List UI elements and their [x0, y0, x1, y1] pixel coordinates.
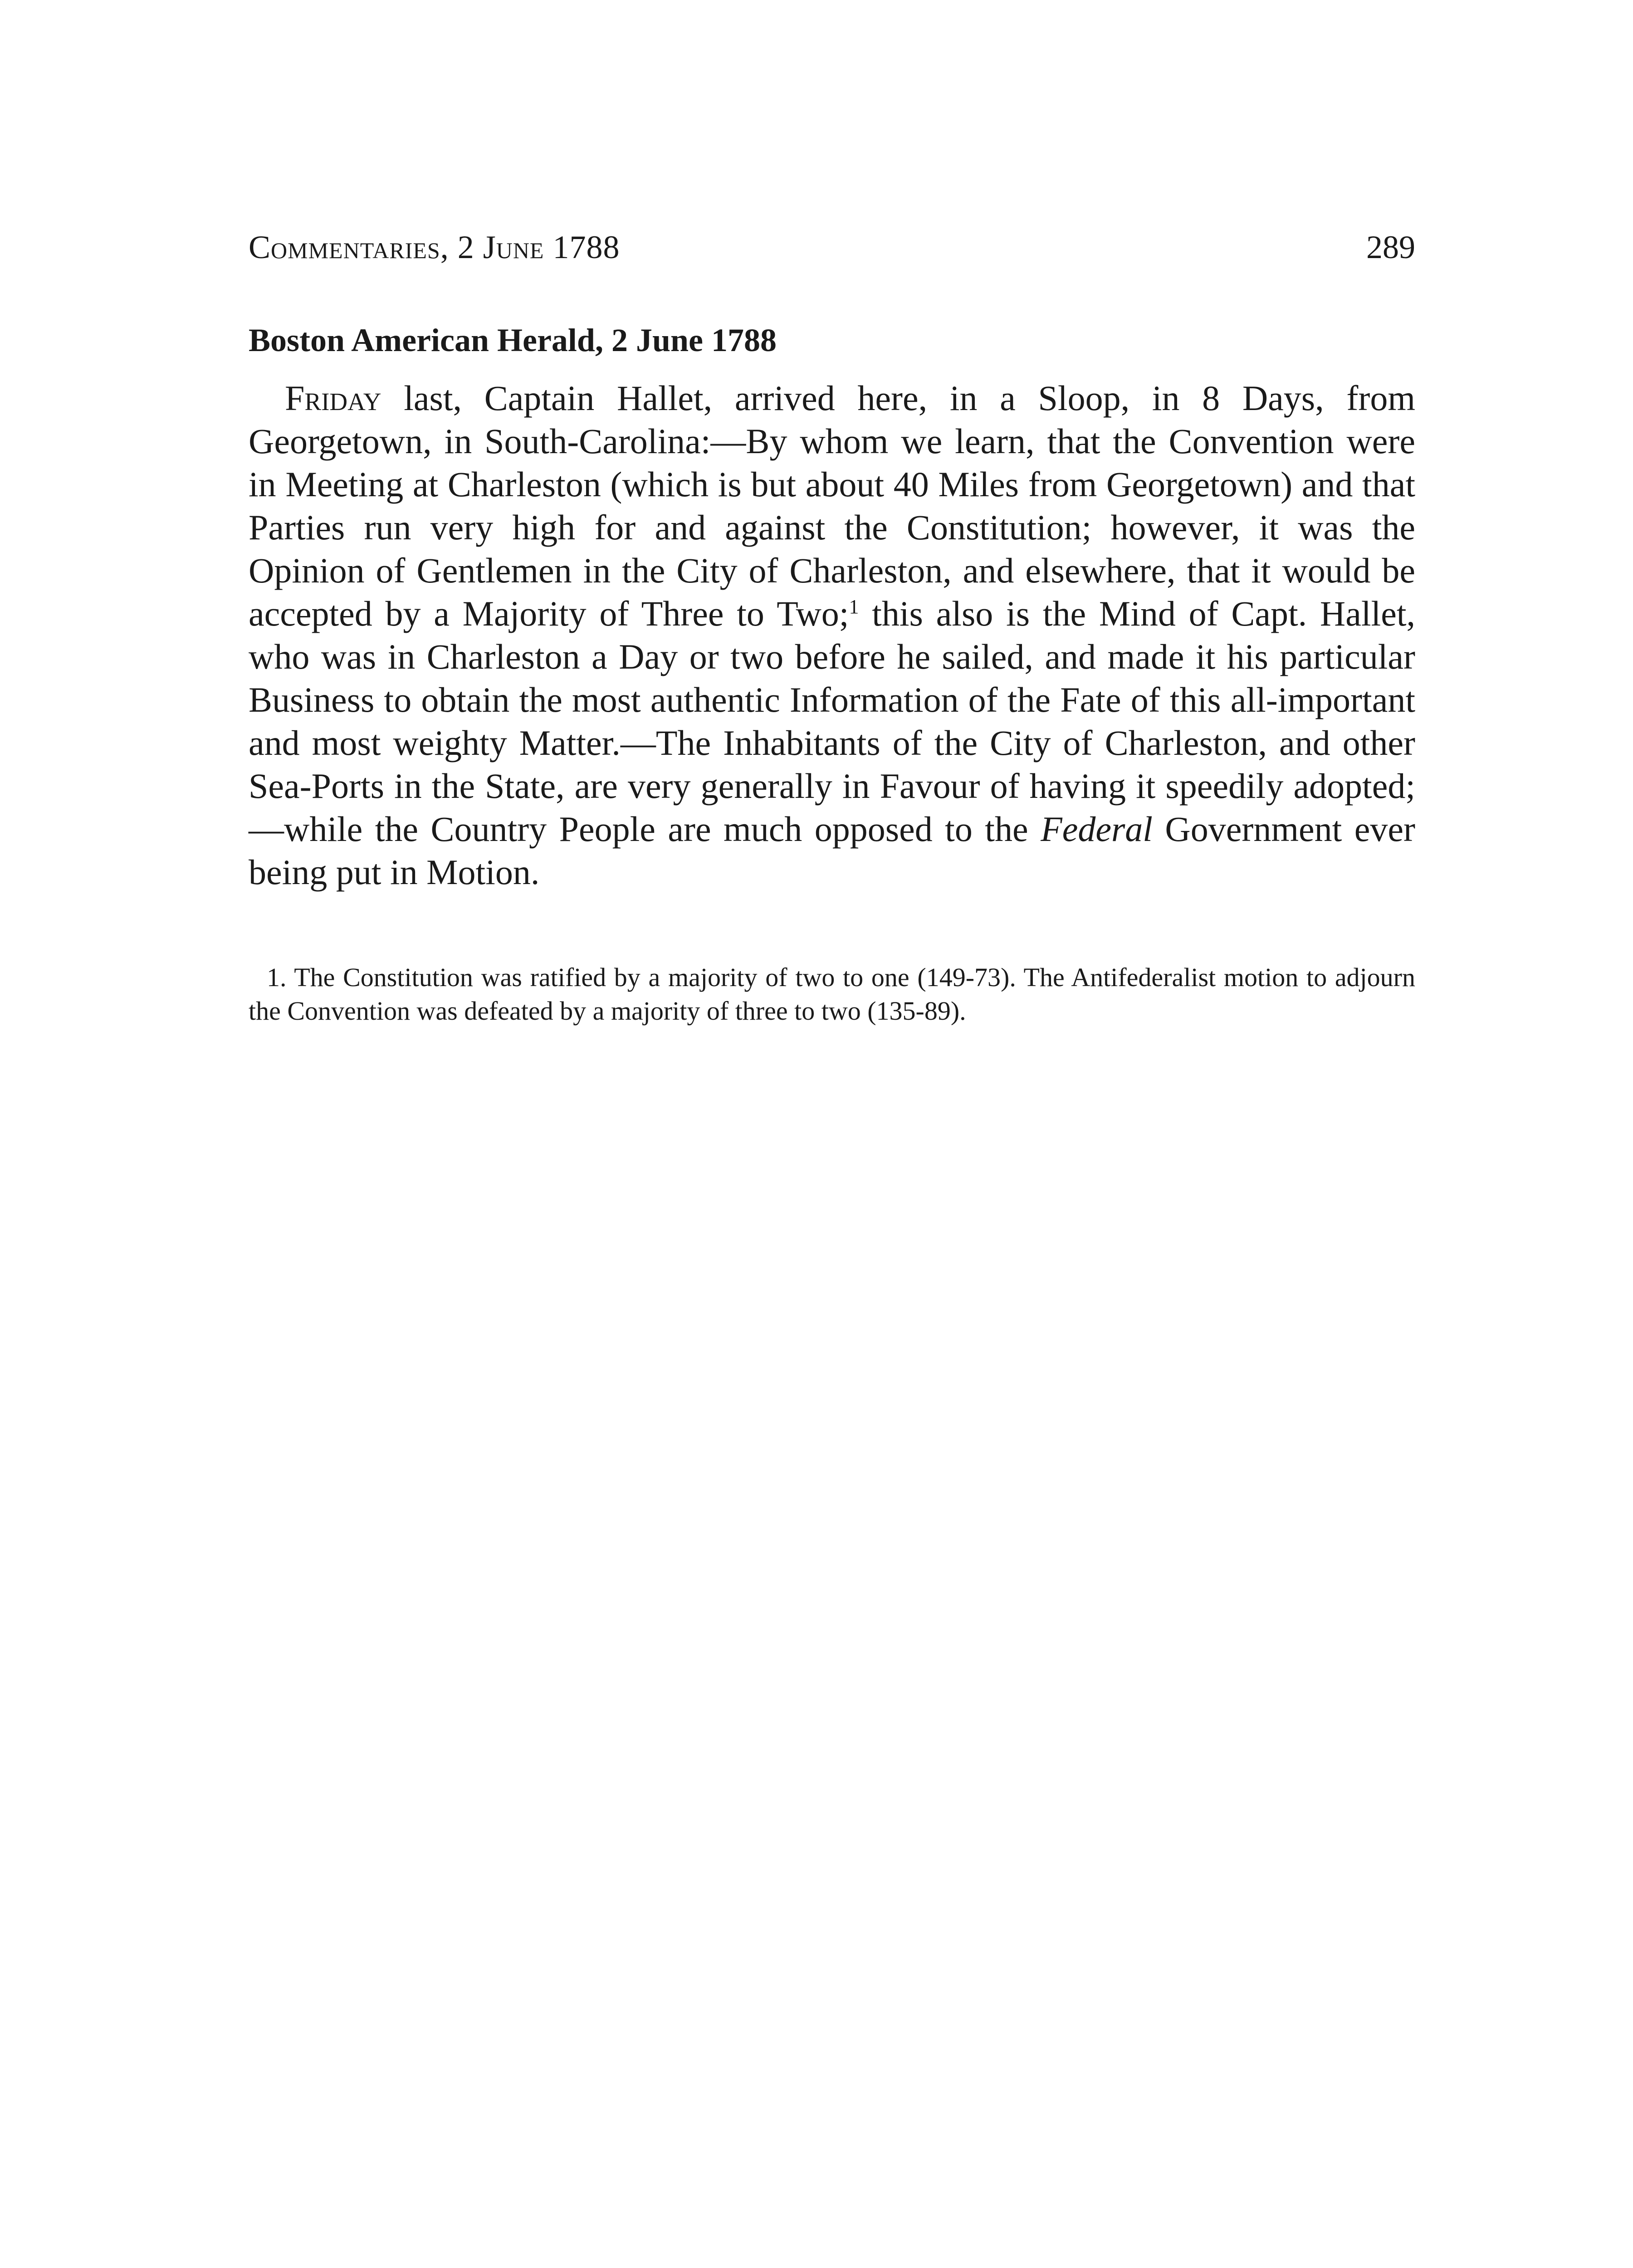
document-title: Boston American Herald, 2 June 1788: [249, 322, 777, 358]
body-text-part-2: this also is the Mind of Capt. Hallet, who was in Charleston a Day or two before he sailed, and made it his particular Business to obtain the most authentic Information of the Fate of this all-important and most weighty Matter.—The Inhabitants of the City of Charleston, and other Sea-Ports in the State, are very generally in Favour of having it speedily adopted;—while the Country People are much opposed to the: [249, 594, 1415, 849]
lead-word: Friday: [285, 378, 381, 418]
document-body: [249, 376, 1415, 894]
body-text-part-3: Government ever being put in Motion.: [249, 809, 1415, 892]
italic-word: Federal: [1041, 809, 1153, 849]
footnote: 1. The Constitution was ratified by a majority of two to one (149-73). The Antifederalist motion to adjourn the Convention was defeated by a majority of three to two (135-89).: [249, 963, 1415, 1026]
running-head: [249, 222, 1415, 272]
running-head-title: Commentaries, 2 June 1788: [249, 229, 620, 265]
footnote-reference[interactable]: 1: [849, 596, 859, 618]
body-text-part-1: last, Captain Hallet, arrived here, in a Sloop, in 8 Days, from Georgetown, in South-Carolina:—By whom we learn, that the Convention were in Meeting at Charleston (which is but about 40 Miles from Georgetown) and that Parties run very high for and against the Constitution; however, it was the Opinion of Gentlemen in the City of Charleston, and elsewhere, that it would be accepted by a Majority of Three to Two;: [249, 378, 1415, 633]
page-number: 289: [1366, 229, 1415, 265]
